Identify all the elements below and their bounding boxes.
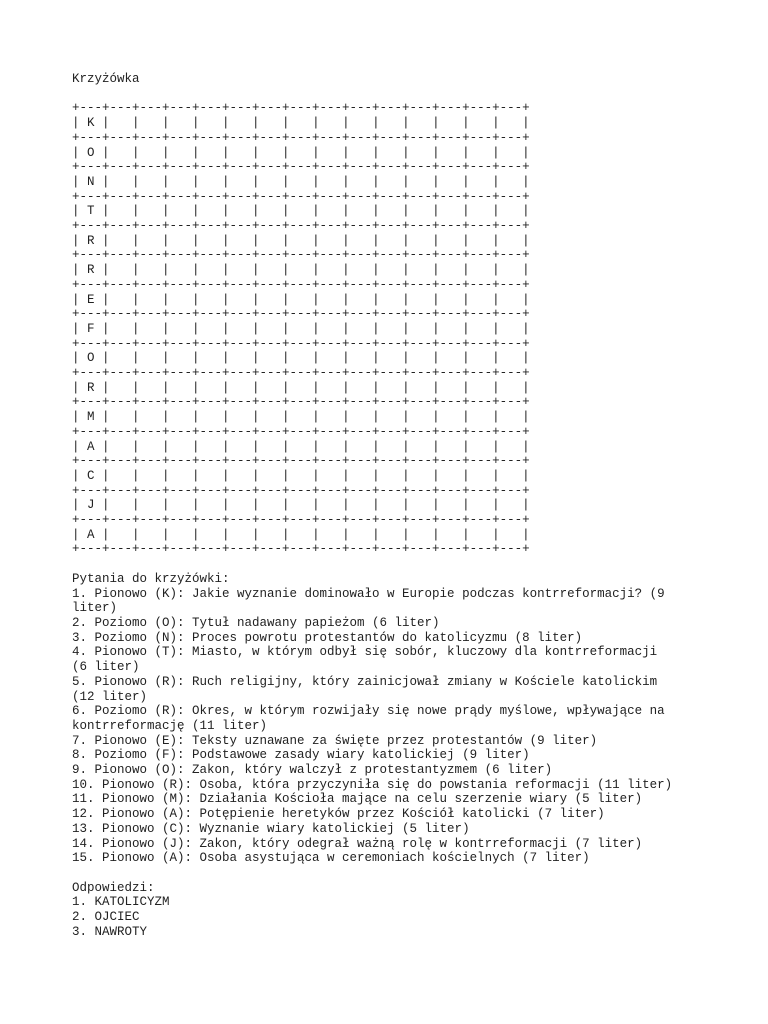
grid-row: | A | | | | | | | | | | | | | | | — [72, 439, 530, 454]
grid-row: | T | | | | | | | | | | | | | | | — [72, 204, 530, 219]
grid-row-letter: J — [87, 498, 95, 513]
crossword-grid — [72, 101, 682, 557]
spacer — [72, 866, 682, 881]
grid-border: +---+---+---+---+---+---+---+---+---+---+---+---+---+---+---+ — [72, 454, 530, 469]
grid-border: +---+---+---+---+---+---+---+---+---+---+---+---+---+---+---+ — [72, 513, 530, 528]
question-item: 4. Pionowo (T): Miasto, w którym odbył się sobór, kluczowy dla kontrreformacji (6 liter) — [72, 645, 665, 675]
question-item: 1. Pionowo (K): Jakie wyznanie dominowało w Europie podczas kontrreformacji? (9 liter) — [72, 586, 673, 616]
grid-border: +---+---+---+---+---+---+---+---+---+---+---+---+---+---+---+ — [72, 336, 530, 351]
grid-border: +---+---+---+---+---+---+---+---+---+---+---+---+---+---+---+ — [72, 277, 530, 292]
question-item: 3. Poziomo (N): Proces powrotu protestantów do katolicyzmu (8 liter) — [72, 630, 583, 645]
question-item: 12. Pionowo (A): Potępienie heretyków przez Kościół katolicki (7 liter) — [72, 807, 605, 822]
spacer — [72, 557, 682, 572]
question-item: 7. Pionowo (E): Teksty uznawane za święte przez protestantów (9 liter) — [72, 733, 598, 748]
grid-row-letter: K — [87, 116, 95, 131]
questions-list — [72, 587, 682, 866]
grid-row-letter: A — [87, 439, 95, 454]
grid-border: +---+---+---+---+---+---+---+---+---+---+---+---+---+---+---+ — [72, 483, 530, 498]
answer-item: 2. OJCIEC — [72, 910, 140, 925]
grid-row-letter: O — [87, 145, 95, 160]
question-item: 15. Pionowo (A): Osoba asystująca w ceremoniach kościelnych (7 liter) — [72, 851, 590, 866]
grid-row: | M | | | | | | | | | | | | | | | — [72, 410, 530, 425]
grid-row-letter: R — [87, 263, 95, 278]
grid-border: +---+---+---+---+---+---+---+---+---+---+---+---+---+---+---+ — [72, 366, 530, 381]
grid-row-letter: R — [87, 380, 95, 395]
grid-row: | R | | | | | | | | | | | | | | | — [72, 233, 530, 248]
answers-list — [72, 895, 682, 939]
spacer — [72, 87, 682, 102]
grid-border: +---+---+---+---+---+---+---+---+---+---+---+---+---+---+---+ — [72, 189, 530, 204]
grid-row: | N | | | | | | | | | | | | | | | — [72, 174, 530, 189]
question-item: 2. Poziomo (O): Tytuł nadawany papieżom (6 liter) — [72, 615, 440, 630]
grid-border: +---+---+---+---+---+---+---+---+---+---+---+---+---+---+---+ — [72, 248, 530, 263]
grid-row: | O | | | | | | | | | | | | | | | — [72, 351, 530, 366]
grid-border: +---+---+---+---+---+---+---+---+---+---+---+---+---+---+---+ — [72, 424, 530, 439]
question-item: 5. Pionowo (R): Ruch religijny, który zainicjował zmiany w Kościele katolickim (12 liter) — [72, 674, 665, 704]
question-item: 13. Pionowo (C): Wyznanie wiary katolickiej (5 liter) — [72, 821, 470, 836]
grid-row: | O | | | | | | | | | | | | | | | — [72, 145, 530, 160]
grid-border: +---+---+---+---+---+---+---+---+---+---+---+---+---+---+---+ — [72, 542, 530, 557]
question-item: 10. Pionowo (R): Osoba, która przyczyniła się do powstania reformacji (11 liter) — [72, 777, 673, 792]
grid-border: +---+---+---+---+---+---+---+---+---+---+---+---+---+---+---+ — [72, 101, 530, 116]
grid-row-letter: M — [87, 410, 95, 425]
answers-heading: Odpowiedzi: — [72, 880, 155, 895]
question-item: 9. Pionowo (O): Zakon, który walczył z protestantyzmem (6 liter) — [72, 763, 553, 778]
grid-row-letter: E — [87, 292, 95, 307]
grid-border: +---+---+---+---+---+---+---+---+---+---+---+---+---+---+---+ — [72, 395, 530, 410]
answer-item: 1. KATOLICYZM — [72, 895, 170, 910]
document — [72, 72, 682, 939]
grid-row: | C | | | | | | | | | | | | | | | — [72, 468, 530, 483]
grid-row: | E | | | | | | | | | | | | | | | — [72, 292, 530, 307]
grid-row-letter: N — [87, 174, 95, 189]
grid-border: +---+---+---+---+---+---+---+---+---+---+---+---+---+---+---+ — [72, 160, 530, 175]
questions-heading: Pytania do krzyżówki: — [72, 571, 230, 586]
grid-border: +---+---+---+---+---+---+---+---+---+---+---+---+---+---+---+ — [72, 307, 530, 322]
grid-row-letter: R — [87, 233, 95, 248]
question-item: 11. Pionowo (M): Działania Kościoła mające na celu szerzenie wiary (5 liter) — [72, 792, 643, 807]
grid-row-letter: T — [87, 204, 95, 219]
grid-row: | F | | | | | | | | | | | | | | | — [72, 321, 530, 336]
grid-row-letter: F — [87, 321, 95, 336]
grid-row-letter: A — [87, 527, 95, 542]
grid-border: +---+---+---+---+---+---+---+---+---+---+---+---+---+---+---+ — [72, 219, 530, 234]
grid-row: | R | | | | | | | | | | | | | | | — [72, 263, 530, 278]
grid-row: | J | | | | | | | | | | | | | | | — [72, 498, 530, 513]
grid-row: | A | | | | | | | | | | | | | | | — [72, 527, 530, 542]
grid-border: +---+---+---+---+---+---+---+---+---+---+---+---+---+---+---+ — [72, 130, 530, 145]
question-item: 6. Poziomo (R): Okres, w którym rozwijały się nowe prądy myślowe, wpływające na kontrreformację (11 liter) — [72, 704, 673, 733]
grid-row: | K | | | | | | | | | | | | | | | — [72, 116, 530, 131]
document-title: Krzyżówka — [72, 72, 140, 86]
question-item: 14. Pionowo (J): Zakon, który odegrał ważną rolę w kontrreformacji (7 liter) — [72, 836, 643, 851]
question-item: 8. Poziomo (F): Podstawowe zasady wiary katolickiej (9 liter) — [72, 748, 530, 763]
grid-row-letter: C — [87, 468, 95, 483]
answer-item: 3. NAWROTY — [72, 924, 148, 939]
grid-row-letter: O — [87, 351, 95, 366]
grid-row: | R | | | | | | | | | | | | | | | — [72, 380, 530, 395]
